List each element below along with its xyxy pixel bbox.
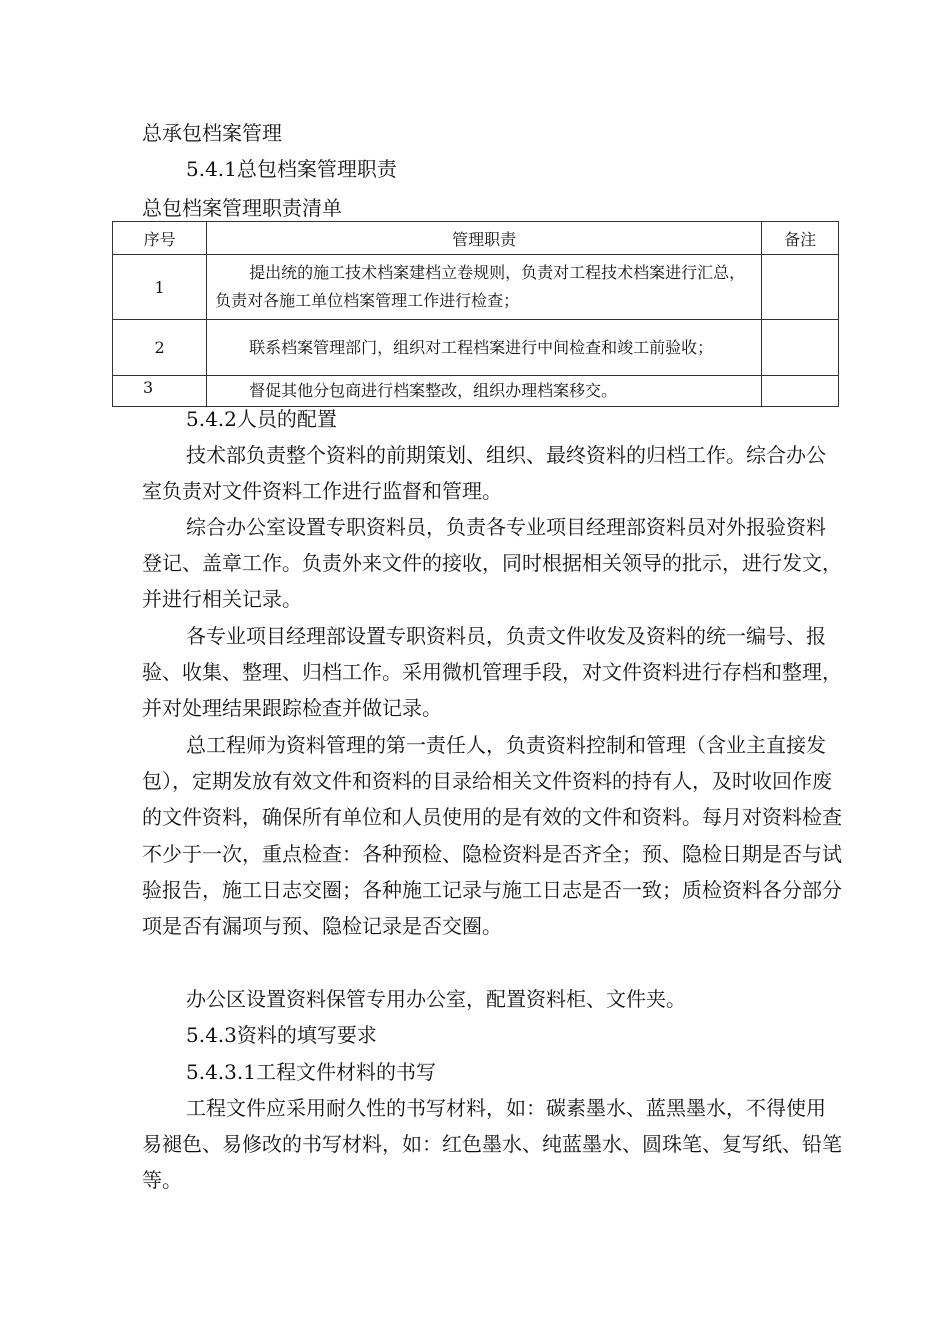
paragraph: 综合办公室设置专职资料员，负责各专业项目经理部资料员对外报验资料登记、盖章工作。负责外来文件的接收，同时根据相关领导的批示，进行发文，并进行相关记录。 [142, 515, 842, 612]
header-no: 序号 [113, 222, 207, 255]
paragraph: 各专业项目经理部设置专职资料员，负责文件收发及资料的统一编号、报验、收集、整理、归档工作。采用微机管理手段，对文件资料进行存档和整理，并对处理结果跟踪检查并做记录。 [142, 624, 842, 721]
row-duty: 提出统的施工技术档案建档立卷规则，负责对工程技术档案进行汇总，负责对各施工单位档案管理工作进行检查； [215, 263, 746, 310]
subsection-5-4-1: 5.4.1总包档案管理职责 [186, 157, 397, 181]
row-note [762, 376, 839, 407]
subsection-5-4-3-1: 5.4.3.1工程文件材料的书写 [186, 1060, 436, 1084]
paragraph: 办公区设置资料保管专用办公室，配置资料柜、文件夹。 [186, 987, 686, 1011]
row-duty: 督促其他分包商进行档案整改，组织办理档案移交。 [249, 381, 618, 400]
row-note [762, 255, 839, 320]
subsection-5-4-3: 5.4.3资料的填写要求 [186, 1023, 377, 1047]
row-no: 2 [113, 320, 207, 376]
row-no: 3 [113, 376, 207, 407]
row-no: 1 [113, 255, 207, 320]
header-duty: 管理职责 [207, 222, 762, 255]
paragraph: 工程文件应采用耐久性的书写材料，如：碳素墨水、蓝黑墨水，不得使用易褪色、易修改的书写材料，如：红色墨水、纯蓝墨水、圆珠笔、复写纸、铅笔等。 [142, 1096, 842, 1193]
row-duty: 联系档案管理部门，组织对工程档案进行中间检查和竣工前验收； [249, 337, 714, 357]
subsection-5-4-2: 5.4.2人员的配置 [186, 407, 337, 431]
table-row [113, 255, 839, 320]
row-note [762, 320, 839, 376]
section-title: 总承包档案管理 [142, 121, 282, 145]
table-header-row [113, 222, 839, 255]
table-row [113, 320, 839, 376]
paragraph: 技术部负责整个资料的前期策划、组织、最终资料的归档工作。综合办公室负责对文件资料工作进行监督和管理。 [142, 443, 826, 504]
header-note: 备注 [762, 222, 839, 255]
paragraph: 总工程师为资料管理的第一责任人，负责资料控制和管理（含业主直接发包），定期发放有效文件和资料的目录给相关文件资料的持有人，及时收回作废的文件资料，确保所有单位和人员使用的是有效的文件和资料。每月对资料检查不少于一次，重点检查：各种预检、隐检资料是否齐全；预、隐检日期是否与试验报告，施工日志交圈；各种施工记录与施工日志是否一致；质检资料各分部分项是否有漏项与预、隐检记录是否交圈。 [142, 733, 842, 939]
table-title: 总包档案管理职责清单 [142, 196, 342, 220]
duty-table [112, 221, 839, 407]
